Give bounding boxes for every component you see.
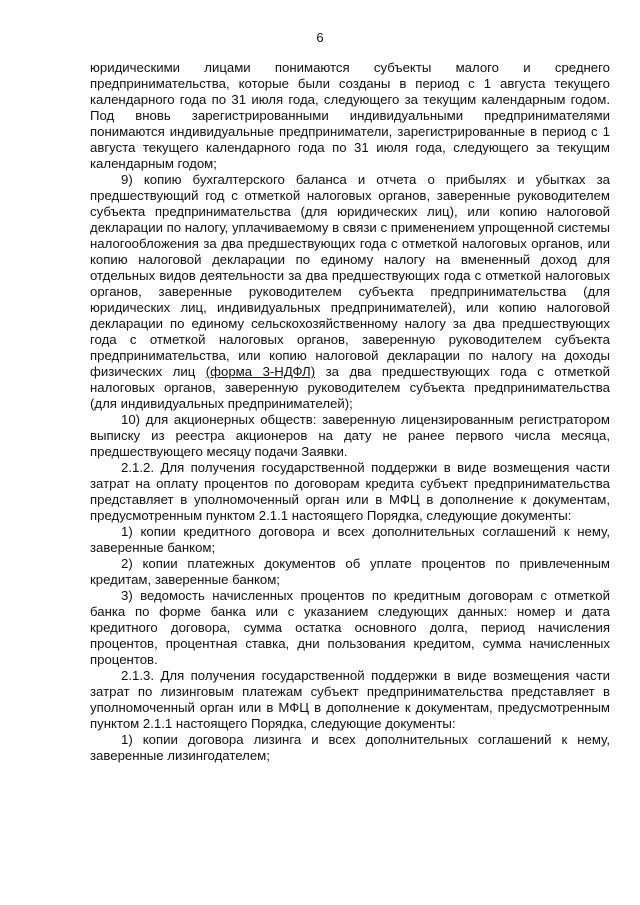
paragraph-2-1-2-item-3: 3) ведомость начисленных процентов по кредитным договорам с отметкой банка по форме банка или с указанием следующих данных: номер и дата кредитного договора, сумма остатка основного долга, период начисления процентов, процентная ставка, дни пользования кредитом, сумма начисленных процентов. (90, 588, 610, 667)
form-3-ndfl-link[interactable]: (форма 3-НДФЛ) (205, 364, 316, 379)
paragraph-item-9 (90, 172, 610, 412)
item-9-text-end: за два предшествующих года с отметкой налоговых органов, заверенную руководителем субъекта предпринимательства (для индивидуальных предпринимателей); (90, 364, 611, 411)
paragraph-section-2-1-2: 2.1.2. Для получения государственной поддержки в виде возмещения части затрат на оплату процентов по договорам кредита субъект предпринимательства представляет в уполномоченный орган или в МФЦ в дополнение к документам, предусмотренным пунктом 2.1.1 настоящего Порядка, следующие документы: (90, 460, 610, 523)
paragraph-2-1-2-item-1: 1) копии кредитного договора и всех дополнительных соглашений к нему, заверенные банком; (90, 524, 610, 555)
item-9-text-start: 9) копию бухгалтерского баланса и отчета о прибылях и убытках за предшествующий год с отметкой налоговых органов, заверенные руководителем субъекта предпринимательства (для юридических лиц), или копию налоговой декларации по налогу, уплачиваемому в связи с применением упрощенной системы налогообложения за два предшествующих года с отметкой налоговых органов, или копию налоговой декларации по единому налогу на вмененный доход для отдельных видов деятельности за два предшествующих года с отметкой налоговых органов, заверенные руководителем субъекта предпринимательства (для юридических лиц, индивидуальных предпринимателей), или копию налоговой декларации по единому сельскохозяйственному налогу за два предшествующих года с отметкой налоговых органов, заверенную руководителем субъекта предпринимательства, или копию налоговой декларации по налогу на доходы физических лиц (90, 172, 610, 379)
paragraph-section-2-1-3: 2.1.3. Для получения государственной поддержки в виде возмещения части затрат по лизинговым платежам субъект предпринимательства представляет в уполномоченный орган или в МФЦ в дополнение к документам, предусмотренным пунктом 2.1.1 настоящего Порядка, следующие документы: (90, 668, 610, 731)
paragraph-2-1-2-item-2: 2) копии платежных документов об уплате процентов по привлеченным кредитам, заверенные банком; (90, 556, 610, 587)
paragraph-intro-continuation: юридическими лицами понимаются субъекты малого и среднего предпринимательства, которые были созданы в период с 1 августа текущего календарного года по 31 июля года, следующего за текущим календарным годом. Под вновь зарегистрированными индивидуальными предпринимателями понимаются индивидуальные предприниматели, зарегистрированные в период с 1 августа текущего календарного года по 31 июля года, следующего за текущим календарным годом; (90, 60, 610, 171)
page-number: 6 (316, 30, 324, 45)
document-body (90, 60, 610, 764)
paragraph-item-10: 10) для акционерных обществ: заверенную лицензированным регистратором выписку из реестра акционеров на дату не ранее первого числа месяца, предшествующего месяцу подачи Заявки. (90, 412, 610, 459)
paragraph-2-1-3-item-1: 1) копии договора лизинга и всех дополнительных соглашений к нему, заверенные лизингодателем; (90, 732, 610, 763)
